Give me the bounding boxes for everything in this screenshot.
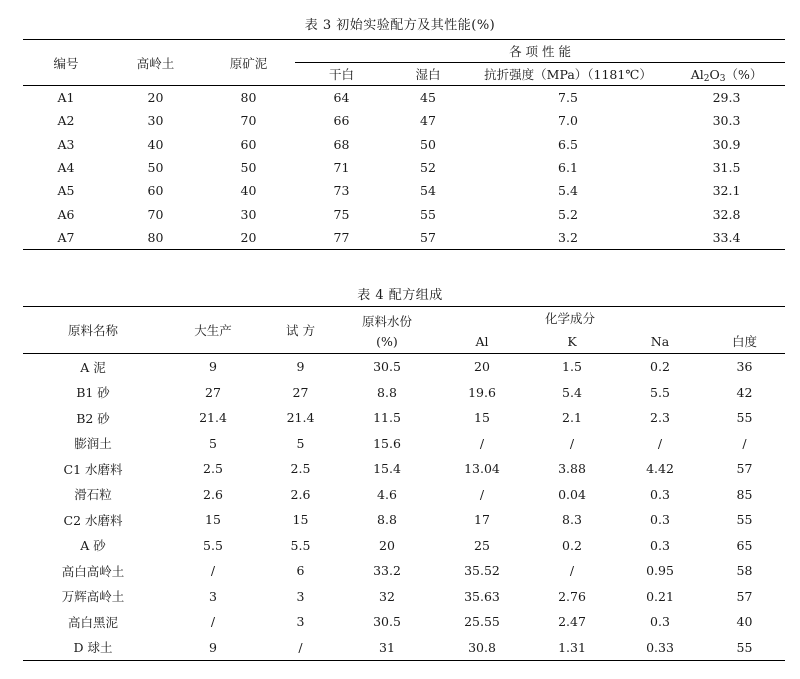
table-cell: 15.4: [373, 461, 401, 477]
table-cell: 30: [147, 113, 164, 129]
t3-header-wet-white: 湿白: [415, 67, 441, 82]
table-cell: 11.5: [373, 410, 401, 426]
table-cell: 77: [333, 229, 350, 245]
table-row: [23, 507, 785, 533]
t3-header-kaolin: 高岭土: [136, 55, 175, 71]
table-cell: /: [569, 563, 575, 579]
t4-header-name: 原料名称: [67, 323, 118, 338]
table-cell: 30: [240, 206, 257, 222]
table-cell: 40: [240, 183, 257, 199]
al2o3-sub1: 2: [703, 73, 710, 84]
table-cell: 50: [147, 160, 164, 176]
table-cell: 35.52: [464, 563, 500, 579]
table-cell: /: [210, 563, 216, 579]
table-cell: 6.1: [558, 160, 578, 176]
table-row: [23, 558, 785, 584]
table-cell: 36: [736, 359, 753, 375]
table-cell: 32: [379, 588, 395, 604]
table-cell: 5: [209, 435, 217, 451]
table-row: [23, 179, 785, 202]
table-cell: 高白黑泥: [67, 614, 118, 630]
table-cell: 1.5: [562, 359, 582, 375]
table-cell: 2.5: [290, 461, 311, 477]
table-cell: 9: [209, 639, 217, 655]
t4-header-trial: 试 方: [286, 323, 315, 338]
table-cell: 2.6: [290, 486, 311, 502]
table-cell: 20: [240, 229, 257, 245]
table-cell: 31: [379, 639, 395, 655]
table-cell: 70: [147, 206, 164, 222]
table-cell: 15.6: [373, 435, 401, 451]
table-cell: C1 水磨料: [63, 461, 123, 477]
t3-header-al2o3: [668, 63, 785, 86]
table-cell: 3.88: [558, 461, 586, 477]
table-cell: 0.3: [650, 537, 670, 553]
al2o3-pre: Al: [690, 66, 704, 82]
table-cell: /: [479, 435, 485, 451]
moisture-line1: 原料水份: [361, 313, 412, 329]
table-cell: 25: [474, 537, 490, 553]
table-cell: 70: [240, 113, 257, 129]
table-cell: 21.4: [199, 410, 227, 426]
table-row: [23, 156, 785, 179]
table-cell: 29.3: [712, 90, 741, 106]
table-cell: 58: [736, 563, 753, 579]
table-cell: 55: [736, 512, 753, 528]
table-cell: 1.31: [558, 639, 586, 655]
table-cell: 57: [736, 588, 753, 604]
table-cell: D 球土: [73, 640, 113, 656]
table-cell: 3: [209, 588, 217, 604]
table-cell: 2.76: [558, 588, 586, 604]
table-row: [23, 202, 785, 225]
t3-header-dry-white: 干白: [328, 67, 354, 82]
t4-header-na: Na: [650, 333, 670, 349]
table-cell: 42: [736, 384, 753, 400]
table-cell: 高白高岭土: [61, 563, 125, 579]
table-cell: 2.3: [650, 410, 670, 426]
table-cell: 60: [147, 183, 164, 199]
table-row: [23, 456, 785, 482]
table-cell: A1: [57, 90, 75, 106]
table-cell: 5.4: [562, 384, 582, 400]
table-cell: 膨润土: [74, 436, 112, 452]
table-cell: 15: [205, 512, 221, 528]
t3-header-raw-clay: 原矿泥: [229, 55, 268, 71]
table-cell: /: [742, 435, 747, 451]
table-row: [23, 133, 785, 156]
table-cell: 65: [736, 537, 753, 553]
table-cell: 13.04: [464, 461, 500, 477]
table-cell: 5: [296, 435, 305, 451]
table-cell: 5.5: [290, 537, 311, 553]
table-row: [23, 354, 785, 380]
table-cell: 0.3: [650, 512, 670, 528]
table-cell: 7.0: [558, 113, 578, 129]
table-cell: 3.2: [558, 229, 578, 245]
table-row: [23, 405, 785, 431]
table-cell: C2 水磨料: [63, 512, 123, 528]
table-cell: 6: [296, 563, 305, 579]
al2o3-post: （%）: [725, 66, 763, 82]
table-cell: 55: [420, 206, 436, 222]
table-cell: 17: [474, 512, 490, 528]
table-cell: 2.1: [562, 410, 582, 426]
table-cell: 68: [333, 136, 350, 152]
table-cell: 2.47: [558, 614, 586, 630]
table-cell: 7.5: [558, 90, 578, 106]
table-cell: 15: [292, 512, 309, 528]
table-cell: 5.5: [650, 384, 670, 400]
table-cell: 50: [240, 160, 257, 176]
table-cell: 20: [474, 359, 490, 375]
table-cell: A7: [57, 229, 75, 245]
table-cell: 54: [420, 183, 436, 199]
t4-header-al: Al: [475, 333, 489, 349]
table-row: [23, 226, 785, 250]
table-cell: 9: [209, 359, 217, 375]
table-cell: 0.2: [562, 537, 582, 553]
table-cell: A2: [57, 113, 75, 129]
t3-header-strength: 抗折强度（MPa）（1181℃）: [484, 67, 652, 82]
table-cell: 15: [474, 410, 490, 426]
table-cell: 4.6: [377, 486, 397, 502]
table3-caption: 表 3 初始实验配方及其性能(%): [304, 18, 496, 33]
table-cell: 9: [296, 359, 305, 375]
t4-header-moisture: [338, 307, 436, 354]
t4-header-production: 大生产: [194, 323, 232, 338]
table-cell: 32.8: [712, 206, 741, 222]
table-cell: 27: [205, 384, 221, 400]
table-cell: /: [479, 486, 485, 502]
table-row: [23, 86, 785, 110]
table-cell: 40: [736, 614, 753, 630]
table-cell: A5: [57, 183, 75, 199]
table-cell: 66: [333, 113, 350, 129]
table-cell: 30.3: [712, 113, 741, 129]
table4-caption: 表 4 配方组成: [357, 288, 443, 303]
table-row: [23, 533, 785, 559]
table-cell: 0.21: [646, 588, 674, 604]
table-cell: A6: [57, 206, 75, 222]
table-cell: 万辉高岭土: [61, 589, 125, 605]
table-cell: 40: [147, 136, 164, 152]
table-row: [23, 482, 785, 508]
table-cell: 8.3: [562, 512, 582, 528]
table-cell: A4: [57, 160, 75, 176]
table-row: [23, 380, 785, 406]
al2o3-sub2: 3: [719, 73, 726, 84]
table-cell: 5.5: [203, 537, 223, 553]
table-cell: A 泥: [80, 359, 106, 375]
table-row: [23, 431, 785, 457]
table-cell: /: [657, 435, 663, 451]
table-cell: 71: [333, 160, 350, 176]
table-cell: 3: [296, 614, 305, 630]
table-cell: 0.33: [646, 639, 674, 655]
table-cell: 30.5: [373, 359, 401, 375]
t3-header-properties-group: 各 项 性 能: [295, 40, 785, 63]
table-cell: 5.4: [558, 183, 578, 199]
table-cell: 0.04: [558, 486, 586, 502]
table-cell: 30.5: [373, 614, 401, 630]
table-row: [23, 609, 785, 635]
table-cell: 20: [147, 90, 164, 106]
moisture-line2: (%): [376, 333, 398, 349]
table-cell: 73: [333, 183, 350, 199]
table-cell: 45: [420, 90, 436, 106]
table-row: [23, 635, 785, 661]
table-cell: 4.42: [646, 461, 674, 477]
table-cell: 27: [292, 384, 309, 400]
table-cell: 滑石粒: [74, 487, 112, 503]
table-cell: 64: [333, 90, 350, 106]
table-cell: A3: [57, 136, 75, 152]
table-cell: 52: [420, 160, 436, 176]
table-cell: 2.5: [203, 461, 223, 477]
table-cell: 0.3: [650, 486, 670, 502]
table-cell: 0.3: [650, 614, 670, 630]
table-cell: 35.63: [464, 588, 500, 604]
al2o3-mid: O: [709, 66, 720, 82]
table-cell: 8.8: [377, 384, 397, 400]
table-cell: 31.5: [712, 160, 741, 176]
table-cell: 5.2: [558, 206, 578, 222]
table-cell: 32.1: [712, 183, 741, 199]
table-cell: 0.2: [650, 359, 670, 375]
table-cell: 21.4: [286, 410, 315, 426]
table-cell: 57: [736, 461, 753, 477]
table-cell: 3: [296, 588, 305, 604]
table-row: [23, 584, 785, 610]
t4-header-whiteness: 白度: [731, 334, 757, 349]
table-cell: /: [298, 639, 303, 655]
table-cell: 25.55: [464, 614, 500, 630]
table-cell: 30.8: [468, 639, 496, 655]
table-cell: 20: [379, 537, 395, 553]
table-cell: 6.5: [558, 136, 578, 152]
t4-header-chem-group: 化学成分: [544, 311, 595, 326]
table-row: [23, 109, 785, 132]
table-cell: B2 砂: [76, 410, 110, 426]
table-cell: A 砂: [80, 538, 106, 554]
table-cell: 50: [420, 136, 436, 152]
table-cell: 55: [736, 410, 753, 426]
table-cell: /: [210, 614, 216, 630]
table-cell: 19.6: [468, 384, 496, 400]
table-cell: 33.4: [712, 229, 741, 245]
table-cell: 80: [240, 90, 257, 106]
table-cell: 57: [420, 229, 436, 245]
t4-header-blank: [704, 307, 785, 330]
table-cell: 30.9: [712, 136, 741, 152]
table-cell: 55: [736, 639, 753, 655]
table-cell: 75: [333, 206, 350, 222]
table4: [23, 306, 785, 661]
table-cell: 33.2: [373, 563, 401, 579]
t4-header-k: K: [567, 333, 577, 349]
table-cell: 47: [420, 113, 436, 129]
table-cell: 60: [240, 136, 257, 152]
t3-header-id: 编号: [53, 55, 79, 71]
table-cell: 85: [736, 486, 753, 502]
table-cell: 8.8: [377, 512, 397, 528]
table-cell: 80: [147, 229, 164, 245]
table-cell: 2.6: [203, 486, 223, 502]
table3: [23, 39, 785, 250]
table-cell: B1 砂: [76, 385, 110, 401]
table-cell: 0.95: [646, 563, 674, 579]
table-cell: /: [569, 435, 575, 451]
